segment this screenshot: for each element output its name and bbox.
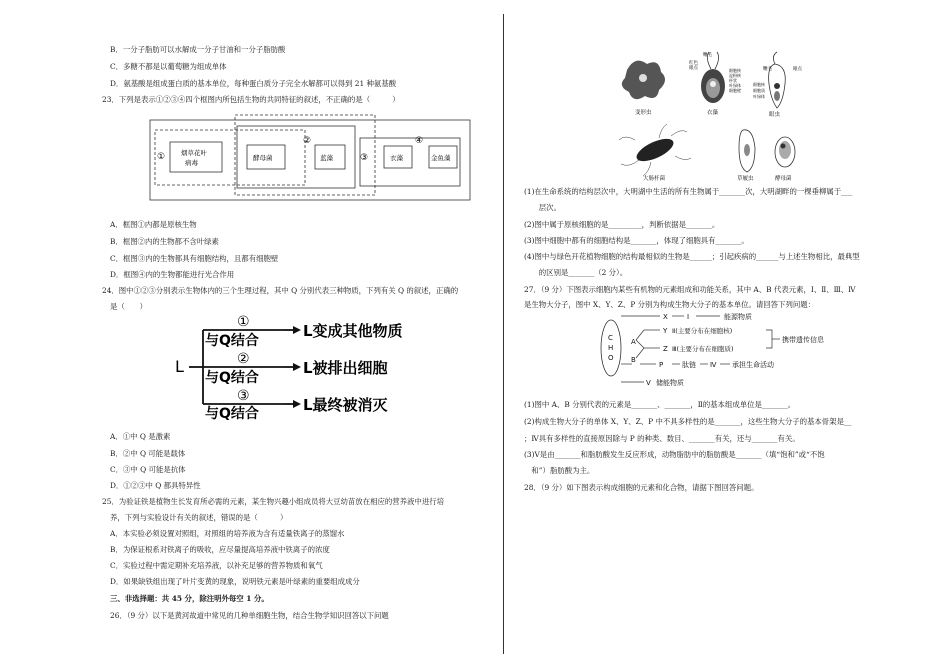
q23-stem: 23．下列是表示①②③④四个框图内所包括生物的共同特征的叙述，不正确的是（ ） (102, 95, 400, 104)
chlamy-label-chloroplast: 杯状 (729, 78, 737, 83)
func-life-activity: 承担生命活动 (732, 361, 774, 369)
q26-organisms-figure (615, 50, 830, 182)
circle-4: ④ (415, 136, 424, 146)
q24-bind-1: 与Q结合 (205, 333, 259, 349)
yeast-illustration (775, 137, 795, 167)
q24-option-a: A．①中 Q 是激素 (110, 432, 171, 441)
element-b: B (631, 356, 636, 364)
q24-num-1: ① (237, 314, 250, 330)
box-cyanobacteria: 蓝藻 (320, 154, 333, 162)
q27-stem-line2: 是生物大分子，图中 X、Y、Z、P 分别为构成生物大分子的基本单位。请回答下列问题： (524, 300, 816, 309)
euglena-label-cytoplasm: 细胞质 (753, 88, 765, 93)
q24-stem-line2: 是（ ） (110, 302, 147, 311)
q27-flow-diagram (596, 310, 866, 390)
func-storage: 储能物质 (656, 379, 684, 387)
circle-2: ② (303, 136, 312, 146)
box-tmv-line2: 病毒 (185, 159, 198, 167)
link-peptide: 肽链 (682, 361, 696, 369)
q26-stem: 26．（9 分）以下是黄河故道中常见的几种单细胞生物，结合生物学知识回答以下问题 (110, 611, 389, 620)
element-h: H (608, 344, 614, 352)
q27-sub1: (1)图中 A、B 分别代表的元素是_______、_______，Ⅱ的基本组成单位是_______。 (524, 400, 796, 409)
circle-3: ③ (360, 153, 369, 163)
q24-option-b: B．②中 Q 可能是载体 (110, 449, 186, 458)
q25-option-c: C．实验过程中需定期补充培养液，以补充足够的营养物质和氧气 (110, 561, 323, 570)
column-divider (503, 14, 504, 654)
q27-sub2-line1: (2)构成生物大分子的单体 X、Y、Z、P 中不具多样性的是_______，这些生物大分子的基本骨架是__ (524, 417, 852, 426)
q26-sub4-line1: (4)图中与绿色开花植物细胞的结构最相似的生物是______；引起疾病的______与上述生物相比，最典型 (524, 252, 860, 261)
chlamy-label-flagellum: 鞭毛 (703, 53, 712, 58)
q23-option-d: D．框图④内的生物都能进行光合作用 (110, 270, 235, 279)
q23-option-b: B．框图②内的生物都不含叶绿素 (110, 237, 219, 246)
q24-result-3: L最终被消灭 (303, 396, 388, 414)
q27-sub3-line1: (3)Ⅴ是由_______和脂肪酸发生反应形成，动物脂肪中的脂肪酸是_______（填“饱和”或“不饱 (524, 450, 825, 459)
euglena-label-nucleus: 细胞核 (753, 82, 765, 87)
q23-option-c: C．框图③内的生物都具有细胞结构，且都有细胞壁 (110, 254, 279, 263)
q24-num-3: ③ (237, 388, 250, 404)
macro-4: Ⅳ (710, 361, 717, 369)
q24-diagram (175, 312, 465, 422)
q24-num-2: ② (237, 351, 250, 367)
q24-result-1: L变成其他物质 (303, 322, 403, 340)
q24-stem-line1: 24．图中①②③分别表示生物体内的三个生理过程，其中 Q 分别代表三种物质，下列有关 Q 的叙述，正确的 (102, 286, 459, 295)
box-tmv-line1: 烟草花叶 (181, 149, 207, 157)
q25-stem-line2: 养，下列与实验设计有关的叙述，错误的是（ ） (110, 513, 288, 522)
euglena-label-chloroplast: 叶绿体 (753, 94, 765, 99)
unit-x: X (663, 313, 668, 321)
amoeba-illustration (622, 61, 665, 100)
label-bacillus: 大肠杆菌 (643, 176, 666, 182)
chlamy-label-nucleus: 细胞核 (729, 68, 741, 73)
label-yeast: 酵母菌 (775, 176, 792, 182)
q25-option-d: D．如果缺铁组出现了叶片变黄的现象，说明铁元素是叶绿素的重要组成成分 (110, 577, 360, 586)
label-chlamydomonas: 衣藻 (707, 110, 719, 116)
chlamydomonas-illustration (701, 52, 725, 103)
box-yeast: 酵母菌 (253, 154, 273, 162)
q25-option-a: A．本实验必须设置对照组，对照组的培养液为含有适量铁离子的蒸馏水 (110, 529, 345, 538)
q27-stem-line1: 27．（9 分）下图表示细胞内某些有机物的元素组成和功能关系，其中 A、B 代表元素，Ⅰ、Ⅱ、Ⅲ、Ⅳ (524, 285, 856, 294)
macro-2: Ⅱ(主要分布在细胞核) (672, 327, 733, 335)
euglena-label-flagellum: 鞭毛 (763, 67, 772, 72)
label-euglena: 眼虫 (769, 112, 781, 118)
bacillus-illustration (619, 124, 691, 176)
q26-sub2: (2)图中属于原核细胞的是_________，判断依据是_______。 (524, 220, 720, 229)
q23-option-a: A．框图①内都是原核生物 (110, 220, 197, 229)
paramecium-illustration (739, 130, 755, 172)
q25-stem-line1: 25．为验证铁是植物生长发育所必需的元素，某生物兴趣小组成员将大豆幼苗放在相应的营养液中进行培 (102, 497, 444, 506)
box-chlamydomonas: 衣藻 (390, 154, 403, 162)
unit-y: Y (663, 327, 668, 335)
q22-option-d: D．氨基酸是组成蛋白质的基本单位，每种蛋白质分子完全水解都可以得到 21 种氨基酸 (110, 79, 397, 88)
unit-p: P (659, 361, 664, 369)
q24-option-c: C．③中 Q 可能是抗体 (110, 465, 186, 474)
chlamy-label-wall: 细胞壁 (729, 88, 741, 93)
element-c: C (608, 334, 613, 342)
unit-z: Z (663, 345, 668, 353)
func-energy: 能源物质 (724, 313, 752, 321)
section-3-heading: 三、非选择题：共 45 分，除注明外每空 1 分。 (110, 594, 269, 603)
q24-bind-3: 与Q结合 (205, 406, 259, 422)
q24-bind-2: 与Q结合 (205, 370, 259, 386)
euglena-label-eyespot: 眼点 (793, 67, 802, 72)
chlamy-label-eyespot-2: 眼点 (689, 66, 698, 71)
circle-1: ① (157, 152, 166, 162)
q24-option-d: D．①②③中 Q 都具特异性 (110, 481, 201, 490)
label-paramecium: 草履虫 (737, 176, 754, 182)
box-hornwort: 金鱼藻 (431, 154, 451, 162)
q28-stem: 28．（9 分）如下图表示构成细胞的元素和化合物，请据下图回答问题。 (524, 483, 759, 492)
macro-1: Ⅰ (687, 313, 690, 321)
q25-option-b: B．为保证根系对铁离子的吸收，应尽量提高培养液中铁离子的浓度 (110, 545, 330, 554)
chlamy-label-eyespot: 红色 (689, 61, 698, 66)
q24-root-l: L (175, 357, 184, 376)
q24-result-2: L被排出细胞 (303, 359, 388, 377)
chlamy-label-pyrenoid: 淀粉核 (729, 73, 741, 78)
q27-sub2-line2: ；Ⅳ具有多样性的直接原因除与 P 的种类、数目、_______有关，还与_______有关。 (524, 434, 800, 443)
q23-box-diagram (145, 110, 475, 210)
q26-sub1-line2: 层次。 (524, 203, 561, 212)
macro-5: Ⅴ (646, 379, 651, 387)
q22-option-b: B．一分子脂肪可以水解成一分子甘油和一分子脂肪酸 (110, 45, 286, 54)
euglena-illustration (769, 52, 786, 108)
q26-sub1-line1: (1)在生命系统的结构层次中，大明湖中生活的所有生物属于_______次，大明湖畔的一棵垂柳属于___ (524, 187, 853, 196)
macro-3: Ⅲ(主要分布在细胞质) (672, 345, 734, 353)
carry-genetic-info: 携带遗传信息 (782, 336, 824, 344)
element-a: A (631, 338, 636, 346)
q26-sub3: (3)图中细胞中都有的细胞结构是_______，体现了细胞具有_______。 (524, 236, 749, 245)
element-o: O (608, 354, 614, 362)
q26-sub4-line2: 的区别是_______（2 分）。 (524, 268, 628, 277)
q27-sub3-line2: 和”）脂肪酸为主。 (524, 466, 595, 475)
chlamy-label-chloroplast-2: 叶绿体 (729, 83, 741, 88)
label-amoeba: 变形虫 (635, 110, 652, 116)
q22-option-c: C．多糖不都是以葡萄糖为组成单体 (110, 62, 227, 71)
